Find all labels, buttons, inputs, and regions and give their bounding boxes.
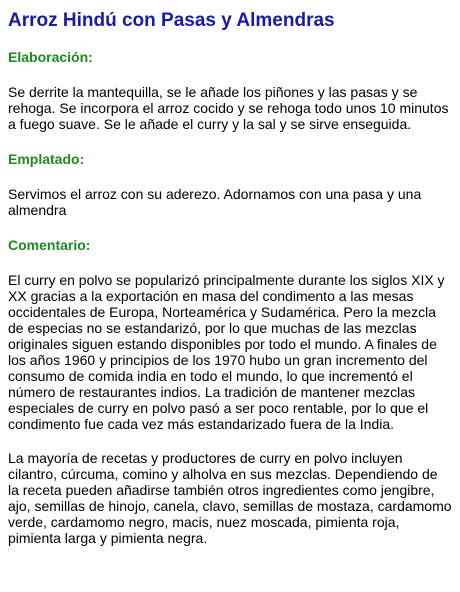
elaboracion-paragraph: Se derrite la mantequilla, se le añade los piñones y las pasas y se rehoga. Se incorpora el arroz cocido y se rehoga todo unos 10 minutos a fuego suave. Se le añade el curry y la sal y se sirve enseguida. bbox=[8, 84, 449, 132]
emplatado-paragraph: Servimos el arroz con su aderezo. Adornamos con una pasa y una almendra bbox=[8, 186, 422, 218]
section-heading-elaboracion: Elaboración: bbox=[8, 49, 93, 65]
section-heading-emplatado: Emplatado: bbox=[8, 151, 85, 167]
comentario-paragraph-2: La mayoría de recetas y productores de curry en polvo incluyen cilantro, cúrcuma, comino y alholva en sus mezclas. Dependiendo de la receta pueden añadirse también otros ingredientes como jengibre, ajo, semillas de hinojo, canela, clavo, semillas de mostaza, cardamomo verde, cardamomo negro, macis, nuez moscada, pimienta roja, pimienta larga y pimienta negra. bbox=[8, 450, 452, 546]
comentario-paragraph-1: El curry en polvo se popularizó principalmente durante los siglos XIX y XX gracias a la exportación en masa del condimento a las mesas occidentales de Europa, Norteamérica y Sudamérica. Pero la mezcla de especias no se estandarizó, por lo que muchas de las mezclas originales siguen estando disponibles por todo el mundo. A finales de los años 1960 y principios de los 1970 hubo un gran incremento del consumo de comida india en todo el mundo, lo que incrementó el número de restaurantes indios. La tradición de mantener mezclas especiales de curry en polvo pasó a ser poco rentable, por lo que el condimento fue cada vez más estandarizado fuera de la India. bbox=[8, 272, 445, 432]
page-title: Arroz Hindú con Pasas y Almendras bbox=[8, 10, 335, 31]
section-heading-comentario: Comentario: bbox=[8, 237, 91, 253]
